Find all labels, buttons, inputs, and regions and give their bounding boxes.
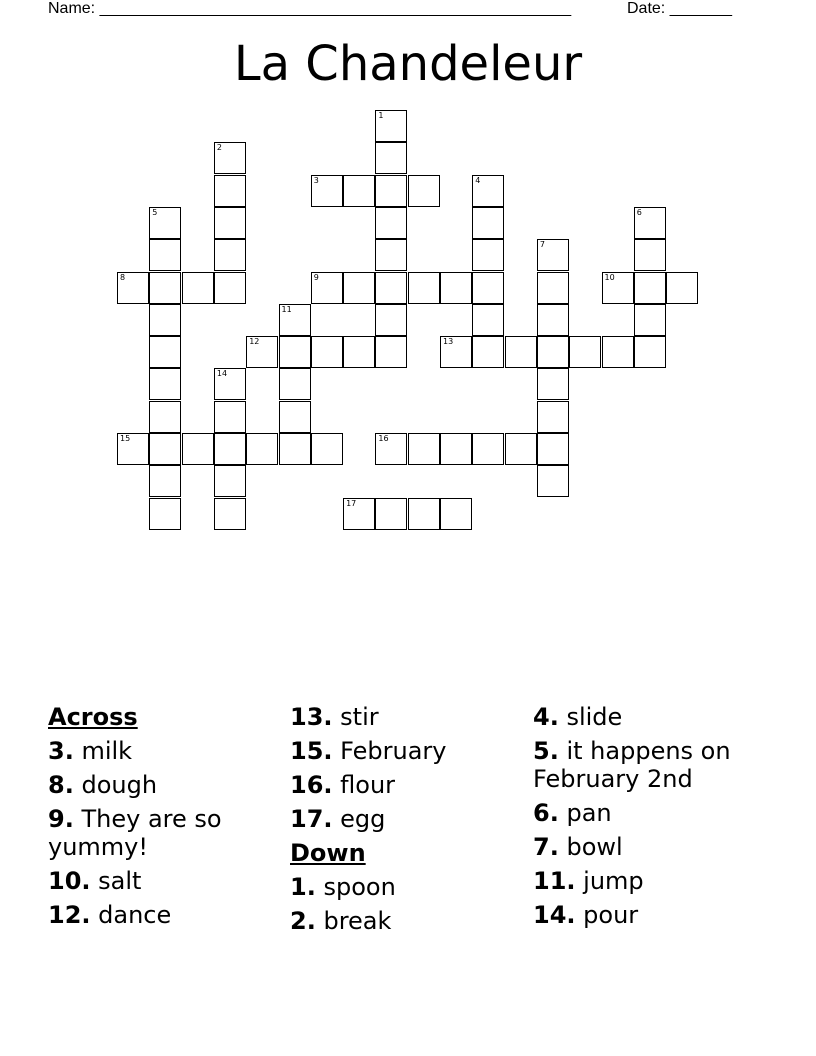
grid-cell — [505, 336, 537, 368]
grid-cell — [537, 336, 569, 368]
grid-cell — [279, 401, 311, 433]
grid-cell — [472, 272, 504, 304]
clue-number-label: 17 — [346, 498, 357, 508]
grid-cell — [408, 498, 440, 530]
clue-down-14: 14. pour — [533, 901, 639, 929]
grid-cell — [537, 239, 569, 271]
clue-number-label: 9 — [313, 272, 319, 282]
clue-column-1 — [48, 703, 278, 935]
grid-cell — [311, 433, 343, 465]
grid-cell — [505, 433, 537, 465]
grid-cell — [246, 336, 278, 368]
grid-cell — [149, 304, 181, 336]
clue-down-11: 11. jump — [533, 867, 644, 895]
grid-cell — [408, 175, 440, 207]
grid-cell — [666, 272, 698, 304]
grid-cell — [537, 368, 569, 400]
grid-cell — [408, 433, 440, 465]
grid-cell — [246, 433, 278, 465]
clue-number-label: 16 — [378, 434, 389, 443]
clue-across-3: 3. milk — [48, 737, 133, 765]
clue-down-2: 2. break — [290, 907, 392, 935]
clue-across-15: 15. February — [290, 737, 447, 765]
clue-number-label: 7 — [539, 240, 545, 250]
grid-cell — [375, 110, 407, 142]
grid-cell — [472, 207, 504, 239]
clue-down-5: 5. it happens on February 2nd — [533, 737, 731, 793]
clue-across-9: 9. They are so yummy! — [48, 805, 222, 861]
clue-number-label: 1 — [378, 111, 384, 120]
grid-cell — [634, 272, 666, 304]
clue-number-label: 12 — [249, 337, 260, 347]
grid-cell — [149, 239, 181, 271]
grid-cell — [440, 336, 472, 368]
date-field-label: Date: _______ — [627, 0, 732, 17]
grid-cell — [214, 175, 246, 207]
clue-down-6: 6. pan — [533, 799, 612, 827]
grid-cell — [634, 207, 666, 239]
grid-cell — [117, 272, 149, 304]
grid-cell — [214, 498, 246, 530]
grid-cell — [279, 304, 311, 336]
page-title: La Chandeleur — [233, 36, 583, 92]
grid-cell — [537, 304, 569, 336]
grid-cell — [279, 336, 311, 368]
clue-down-4: 4. slide — [533, 703, 623, 731]
grid-cell — [149, 207, 181, 239]
grid-cell — [214, 401, 246, 433]
grid-cell — [149, 465, 181, 497]
clue-number-label: 6 — [636, 207, 642, 217]
grid-cell — [343, 498, 375, 530]
grid-cell — [182, 272, 214, 304]
clue-across-13: 13. stir — [290, 703, 379, 731]
grid-cell — [117, 433, 149, 465]
grid-cell — [472, 433, 504, 465]
clue-column-3 — [533, 703, 803, 935]
clue-across-17: 17. egg — [290, 805, 386, 833]
grid-cell — [311, 272, 343, 304]
grid-cell — [343, 175, 375, 207]
clue-number-label: 2 — [216, 143, 222, 153]
clue-column-2 — [290, 703, 520, 941]
clue-number-label: 8 — [120, 272, 126, 282]
clue-across-16: 16. flour — [290, 771, 396, 799]
grid-cell — [440, 433, 472, 465]
clue-number-label: 3 — [313, 175, 319, 185]
grid-cell — [214, 368, 246, 400]
clue-number-label: 15 — [120, 434, 131, 443]
grid-cell — [375, 498, 407, 530]
grid-cell — [375, 433, 407, 465]
grid-cell — [375, 239, 407, 271]
grid-cell — [375, 207, 407, 239]
grid-cell — [537, 272, 569, 304]
grid-cell — [343, 272, 375, 304]
grid-cell — [440, 272, 472, 304]
grid-cell — [375, 304, 407, 336]
grid-cell — [472, 239, 504, 271]
grid-cell — [149, 401, 181, 433]
name-field-label: Name: _____________________________________________________ — [48, 0, 572, 17]
grid-cell — [472, 336, 504, 368]
clue-across-12: 12. dance — [48, 901, 172, 929]
clue-across-8: 8. dough — [48, 771, 158, 799]
grid-cell — [149, 433, 181, 465]
clue-down-7: 7. bowl — [533, 833, 623, 861]
clue-number-label: 14 — [216, 369, 228, 379]
clue-number-label: 13 — [443, 337, 454, 347]
down-heading: Down — [290, 839, 366, 867]
grid-cell — [537, 401, 569, 433]
grid-cell — [375, 336, 407, 368]
grid-cell — [279, 368, 311, 400]
clue-down-1: 1. spoon — [290, 873, 396, 901]
grid-cell — [537, 465, 569, 497]
grid-cell — [343, 336, 375, 368]
grid-cell — [279, 433, 311, 465]
clue-across-10: 10. salt — [48, 867, 142, 895]
grid-cell — [440, 498, 472, 530]
grid-cell — [214, 207, 246, 239]
grid-cell — [214, 239, 246, 271]
across-heading: Across — [48, 703, 138, 731]
grid-cell — [311, 175, 343, 207]
grid-cell — [634, 336, 666, 368]
grid-cell — [375, 272, 407, 304]
grid-cell — [472, 175, 504, 207]
grid-cell — [408, 272, 440, 304]
clue-number-label: 10 — [604, 272, 615, 282]
grid-cell — [149, 336, 181, 368]
grid-cell — [214, 465, 246, 497]
grid-cell — [375, 175, 407, 207]
grid-cell — [537, 433, 569, 465]
clue-number-label: 5 — [152, 207, 158, 217]
grid-cell — [375, 142, 407, 174]
grid-cell — [634, 304, 666, 336]
grid-cell — [149, 368, 181, 400]
grid-cell — [214, 272, 246, 304]
grid-cell — [182, 433, 214, 465]
grid-cell — [149, 498, 181, 530]
grid-cell — [472, 304, 504, 336]
clue-number-label: 11 — [281, 304, 292, 314]
grid-cell — [634, 239, 666, 271]
clue-number-label: 4 — [475, 175, 481, 185]
grid-cell — [602, 272, 634, 304]
grid-cell — [569, 336, 601, 368]
grid-cell — [311, 336, 343, 368]
grid-cell — [214, 433, 246, 465]
grid-cell — [602, 336, 634, 368]
grid-cell — [214, 142, 246, 174]
grid-cell — [149, 272, 181, 304]
